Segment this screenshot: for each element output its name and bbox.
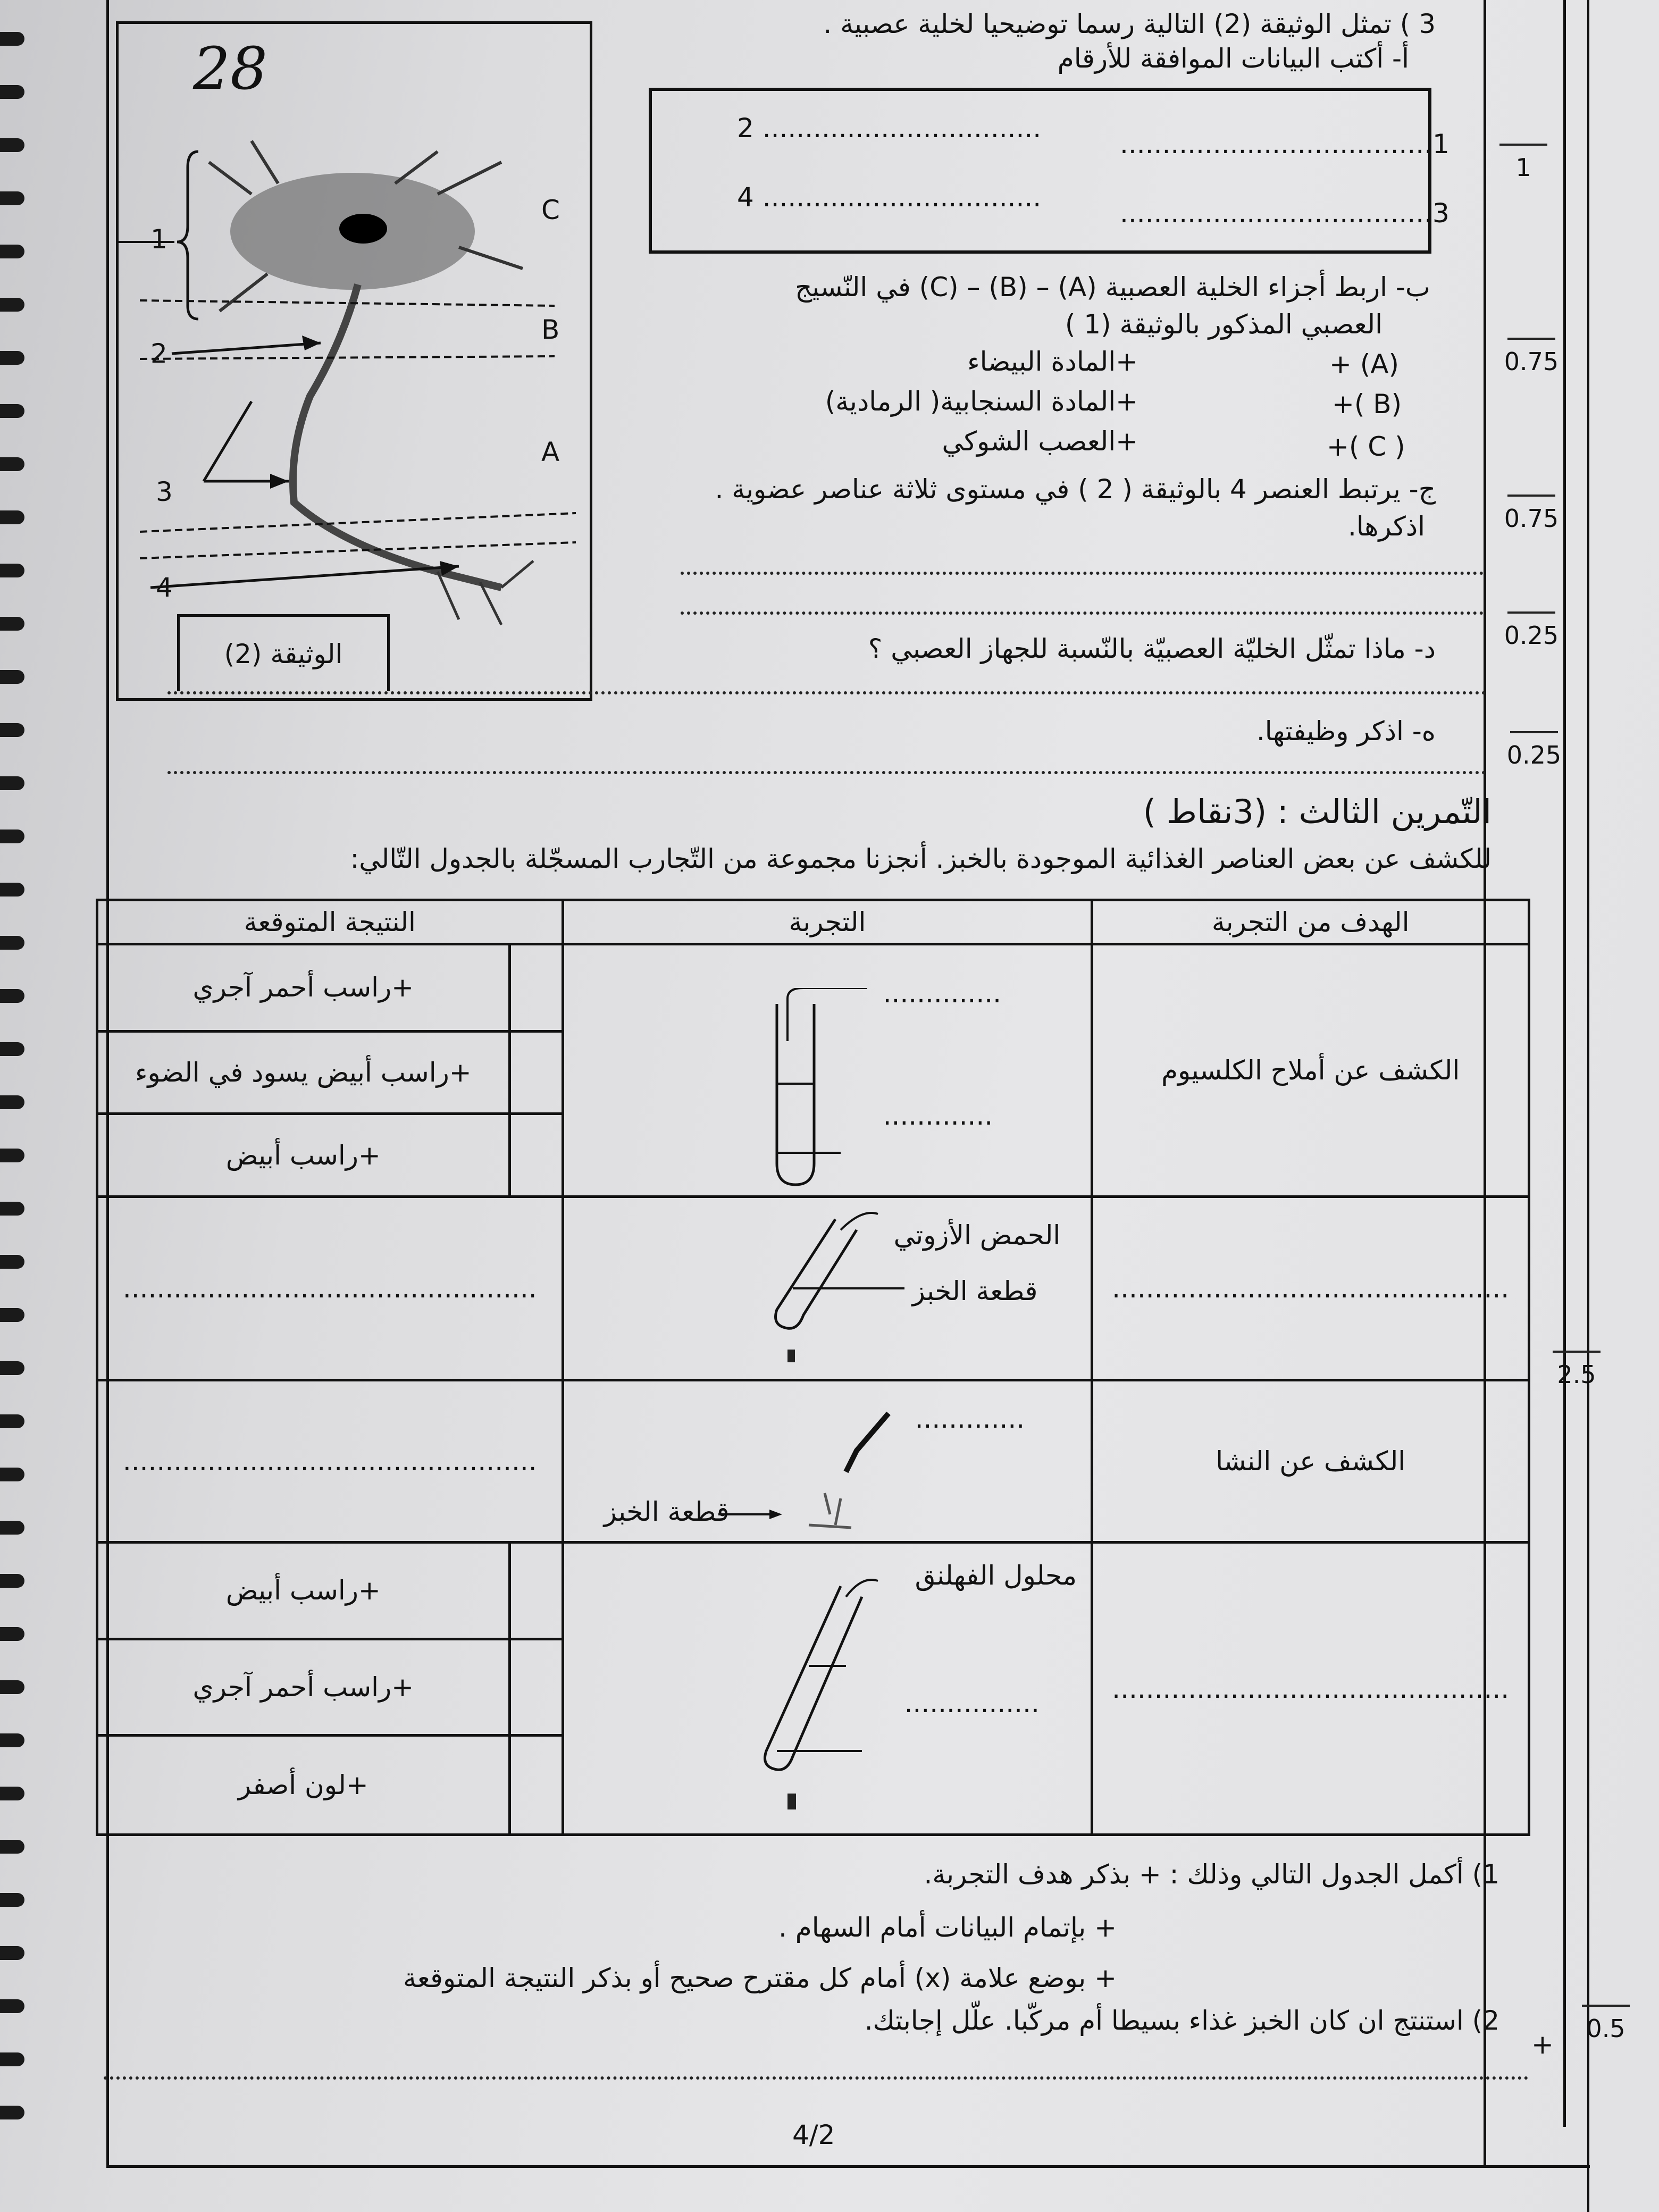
result-option: +راسب أبيض [97,1114,510,1197]
q3-c-line2: اذكرها. [1347,511,1425,542]
handwritten-mark: 28 [193,35,267,103]
page-border-right [1563,0,1566,2127]
q3-e-line: ه- اذكر وظيفتها. [1256,716,1436,747]
dropper-icon [777,1408,915,1536]
arrow-icon [718,1509,782,1520]
instruction-plus: + [1531,2029,1554,2060]
figure-caption: الوثيقة (2) [177,614,390,691]
answer-line-c1[interactable] [681,572,1484,575]
figure-label-3: 3 [156,476,173,507]
goal-blank[interactable]: ............................................... [1092,1197,1529,1380]
q3-b-letter-a: + (A) [1329,349,1400,380]
score-d: 0.25 [1499,611,1563,650]
score-ex3-q1: 2.5 [1545,1351,1608,1389]
result-option: +راسب أبيض [97,1543,510,1639]
answer-blank-1[interactable]: .....................................1 [1120,129,1449,160]
instruction-2: 2) استنتج ان كان الخبز غذاء بسيطا أم مركّبا. علّل إجابتك. [864,2005,1499,2036]
page-border-bottom [106,2165,1590,2168]
answer-line-c2[interactable] [681,611,1484,615]
figure-label-b: B [541,314,560,345]
answer-blank-2[interactable]: 2 ................................. [737,113,1042,144]
exercise-3-intro: للكشف عن بعض العناصر الغذائية الموجودة بالخبز. أنجزنا مجموعة من التّجارب المسجّلة بالجدول التّالي: [350,843,1492,874]
q3-c-line1: ج- يرتبط العنصر 4 بالوثيقة ( 2 ) في مستوى ثلاثة عناصر عضوية . [715,474,1436,505]
test-tube-icon [745,1576,904,1820]
result-option: +راسب أبيض يسود في الضوء [97,1031,510,1114]
experiment-label: الحمض الأزوتي [893,1220,1061,1251]
q3-intro: 3 ) تمثل الوثيقة (2) التالية رسما توضيحيا لخلية عصبية . [823,9,1436,39]
table-header [97,900,1529,944]
checkbox-cell[interactable] [509,944,563,1032]
q3-b-match-a: +المادة البيضاء [967,346,1138,377]
instruction-1c: + بوضع علامة (x) أمام كل مقترح صحيح أو بذكر النتيجة المتوقعة [403,1963,1117,1993]
q3-b-letter-c: +( C ) [1327,431,1405,462]
exercise-3-title: التّمرين الثالث : (3نقاط ) [1143,792,1492,831]
answer-line-q2[interactable] [104,2076,1529,2080]
header-experiment: التجربة [563,900,1092,944]
instruction-1: 1) أكمل الجدول التالي وذلك : + بذكر هدف التجربة. [924,1859,1499,1890]
header-goal: الهدف من التجربة [1092,900,1529,944]
q3-b-line1: ب- اربط أجزاء الخلية العصبية (A) – (B) – (C) في النّسيج [795,272,1430,303]
result-option: +راسب أحمر آجري [97,944,510,1032]
header-result: النتيجة المتوقعة [97,900,563,944]
test-tube-icon [756,1209,915,1368]
q3-b-match-b: +المادة السنجابية( الرمادية) [825,386,1138,417]
answer-box [649,88,1449,254]
figure-label-a: A [541,437,560,467]
result-option: +راسب أحمر آجري [97,1639,510,1736]
table-row [97,944,1529,1032]
result-blank[interactable]: ................................................. [97,1380,563,1543]
answer-blank-3[interactable]: .....................................3 [1120,198,1449,229]
neuron-drawing [119,24,590,698]
checkbox-cell[interactable] [509,1639,563,1736]
experiment-label: محلول الفهلنق [915,1560,1077,1591]
table-row [97,1543,1529,1639]
answer-line-d[interactable] [167,691,1486,694]
checkbox-cell[interactable] [509,1543,563,1639]
q3-b-match-c: +العصب الشوكي [942,426,1138,457]
goal-cell: الكشف عن النشا [1092,1380,1529,1543]
goal-cell: الكشف عن أملاح الكلسيوم [1092,944,1529,1197]
instruction-1b: + بإتمام البيانات أمام السهام . [778,1912,1117,1943]
figure-document-2 [116,21,592,701]
table-row [97,1380,1529,1543]
experiment-cell [563,1543,1092,1835]
answer-blank-4[interactable]: 4 ................................. [737,182,1042,213]
test-tube-icon [766,988,873,1190]
answer-line-e[interactable] [167,771,1486,774]
figure-label-c: C [541,195,560,225]
goal-blank[interactable]: ............................................... [1092,1543,1529,1835]
spiral-binding [0,0,32,2212]
checkbox-cell[interactable] [509,1031,563,1114]
experiment-label[interactable]: .............. [883,978,1002,1009]
figure-label-2: 2 [150,338,167,369]
experiment-label[interactable]: ............. [883,1100,993,1131]
experiment-cell [563,1380,1092,1543]
score-c: 0.75 [1499,495,1563,533]
score-ex3-q2: 0.5 [1574,2005,1638,2043]
figure-label-4: 4 [156,572,173,603]
score-e: 0.25 [1502,731,1566,769]
q3-a-label: أ- أكتب البيانات الموافقة للأرقام [1057,43,1409,74]
experiment-label[interactable]: ................ [904,1688,1040,1719]
q3-d-line: د- ماذا تمثّل الخليّة العصبيّة بالنّسبة للجهاز العصبي ؟ [868,633,1436,664]
outer-border-right [1587,0,1589,2212]
score-b: 0.75 [1499,338,1563,376]
experiment-cell [563,1197,1092,1380]
experiments-table [96,899,1530,1836]
table-row [97,1197,1529,1380]
result-blank[interactable]: ................................................. [97,1197,563,1380]
experiment-label[interactable]: ............. [915,1403,1025,1434]
page-number: 4/2 [792,2119,835,2150]
checkbox-cell[interactable] [509,1736,563,1835]
experiment-label: قطعة الخبز [912,1276,1038,1306]
checkbox-cell[interactable] [509,1114,563,1197]
q3-b-line2: العصبي المذكور بالوثيقة (1 ) [1065,309,1382,340]
score-a: 1 [1492,144,1555,182]
result-option: +لون أصفر [97,1736,510,1835]
experiment-cell [563,944,1092,1197]
figure-label-1: 1 [150,224,167,255]
experiment-label: قطعة الخبز [604,1496,730,1527]
q3-b-letter-b: +( B) [1332,389,1402,420]
